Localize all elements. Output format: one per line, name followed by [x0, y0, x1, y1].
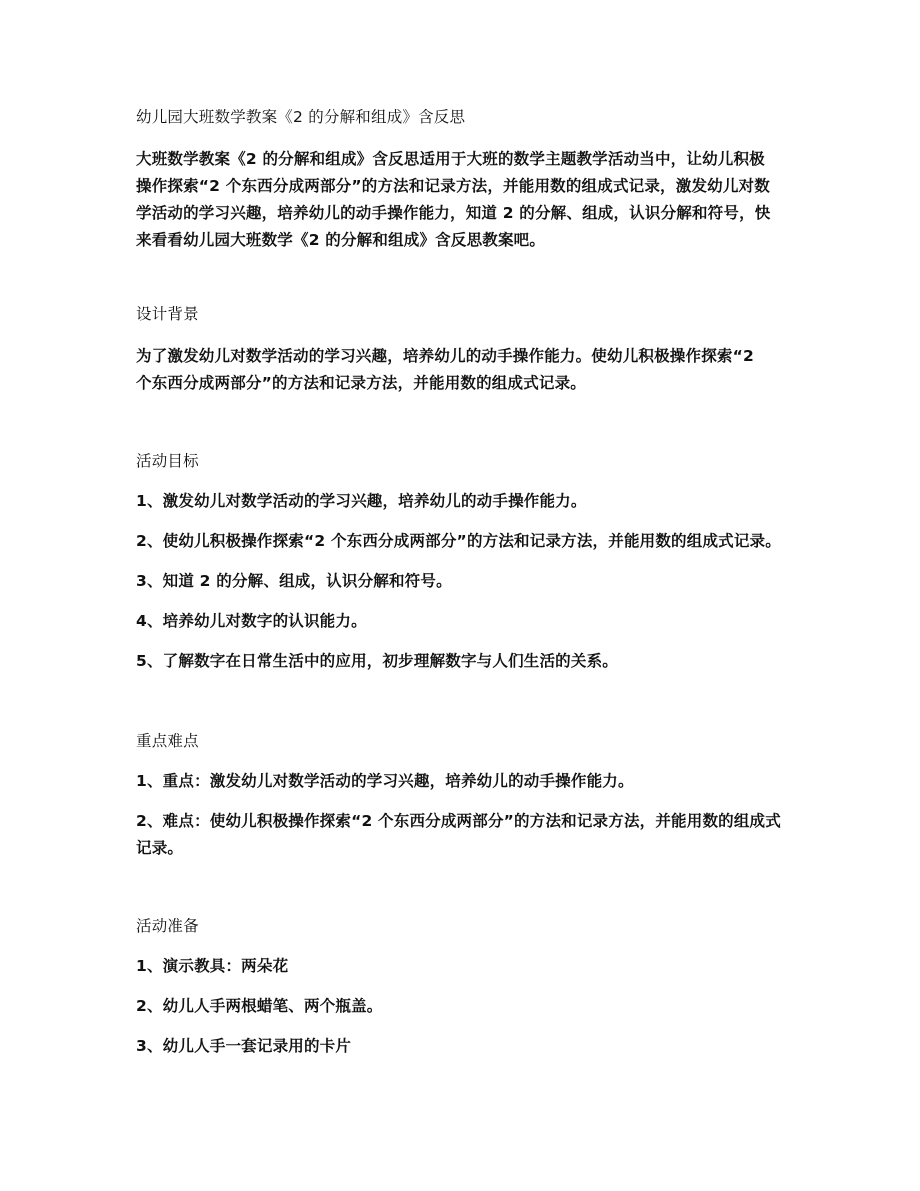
- section-heading-goals: 活动目标: [136, 452, 199, 470]
- list-item: 4、培养幼儿对数字的认识能力。: [136, 612, 367, 630]
- list-item: 2、幼儿人手两根蜡笔、两个瓶盖。: [136, 997, 383, 1015]
- list-item: 3、知道 2 的分解、组成，认识分解和符号。: [136, 572, 452, 590]
- list-item: 1、激发幼儿对数学活动的学习兴趣，培养幼儿的动手操作能力。: [136, 492, 587, 510]
- paragraph-line: 为了激发幼儿对数学活动的学习兴趣，培养幼儿的动手操作能力。使幼儿积极操作探索“2: [136, 347, 754, 365]
- intro-line: 学活动的学习兴趣，培养幼儿的动手操作能力，知道 2 的分解、组成，认识分解和符号，快: [136, 204, 771, 222]
- list-item: 2、使幼儿积极操作探索“2 个东西分成两部分”的方法和记录方法，并能用数的组成式记录。: [136, 532, 781, 550]
- document-title: 幼儿园大班数学教案《2 的分解和组成》含反思: [136, 108, 466, 126]
- intro-line: 操作探索“2 个东西分成两部分”的方法和记录方法，并能用数的组成式记录，激发幼儿对数: [136, 177, 770, 195]
- section-heading-key-points: 重点难点: [136, 732, 199, 750]
- list-item: 3、幼儿人手一套记录用的卡片: [136, 1037, 352, 1055]
- section-heading-background: 设计背景: [136, 305, 199, 323]
- list-item: 1、重点：激发幼儿对数学活动的学习兴趣，培养幼儿的动手操作能力。: [136, 772, 634, 790]
- list-item: 2、难点：使幼儿积极操作探索“2 个东西分成两部分”的方法和记录方法，并能用数的组成式: [136, 812, 781, 830]
- paragraph-line: 个东西分成两部分”的方法和记录方法，并能用数的组成式记录。: [136, 374, 586, 392]
- intro-line: 来看看幼儿园大班数学《2 的分解和组成》含反思教案吧。: [136, 231, 546, 249]
- list-item-continuation: 记录。: [136, 839, 184, 857]
- intro-line: 大班数学教案《2 的分解和组成》含反思适用于大班的数学主题教学活动当中，让幼儿积极: [136, 150, 765, 168]
- list-item: 1、演示教具：两朵花: [136, 957, 289, 975]
- section-heading-preparation: 活动准备: [136, 917, 199, 935]
- list-item: 5、了解数字在日常生活中的应用，初步理解数字与人们生活的关系。: [136, 652, 618, 670]
